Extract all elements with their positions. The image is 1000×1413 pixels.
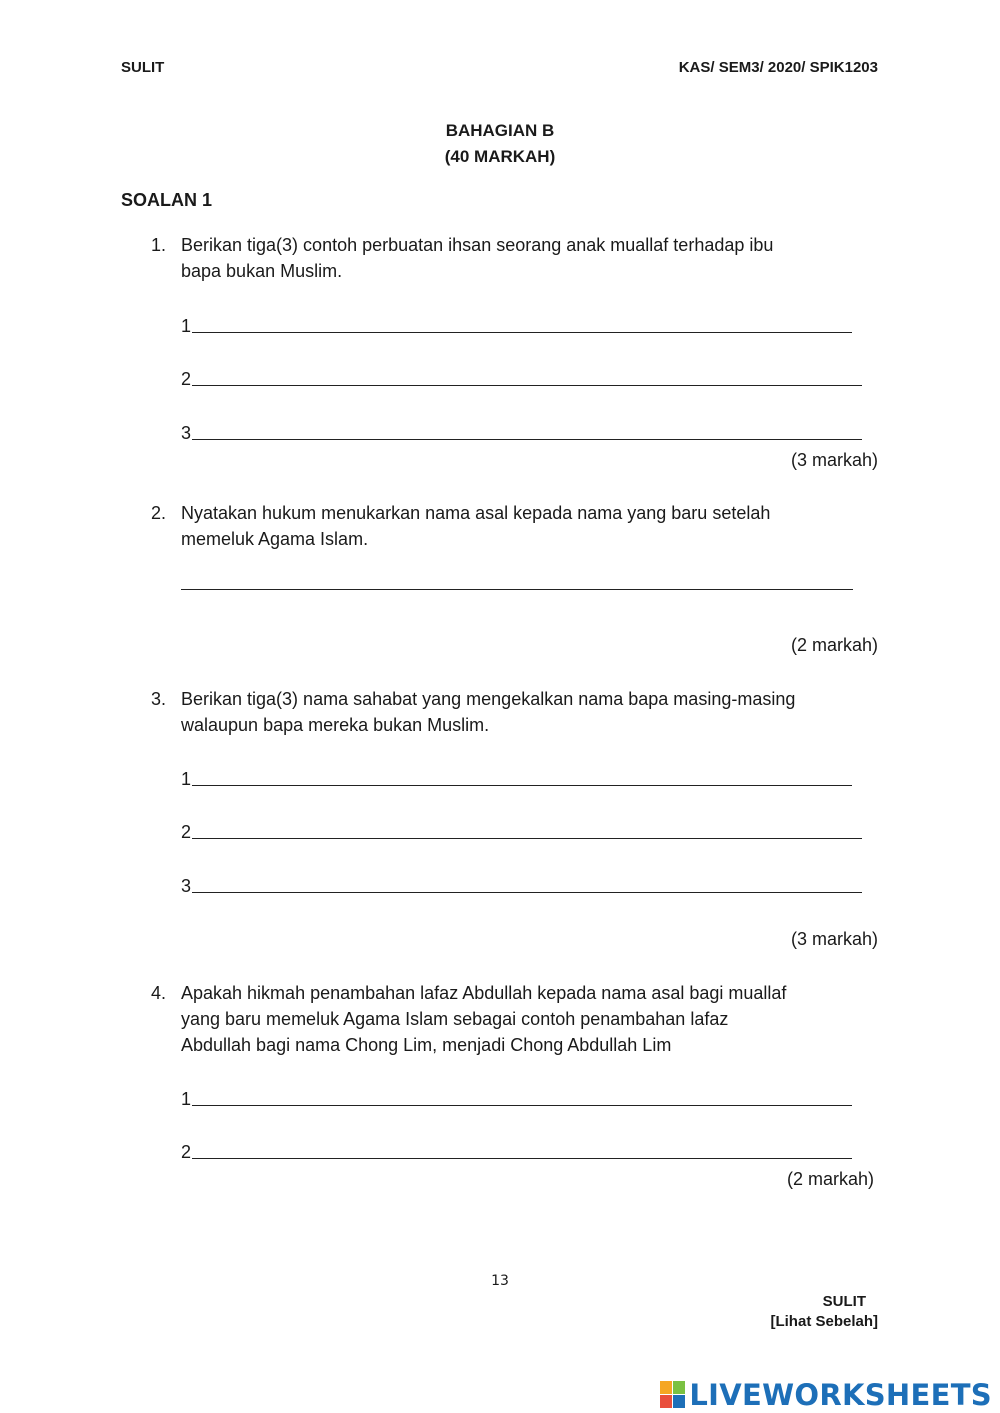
answer-number: 2 [181,369,192,389]
liveworksheets-logo-icon [660,1381,686,1409]
question-text-line: Nyatakan hukum menukarkan nama asal kepada nama yang baru setelah [181,503,771,523]
answer-line[interactable] [192,1104,852,1106]
marks-label: (3 markah) [790,450,878,470]
question-number: 2. [151,503,167,523]
answer-line[interactable] [192,438,862,440]
section-marks: (40 MARKAH) [444,147,556,166]
question-number: 3. [151,689,167,709]
answer-line[interactable] [192,1157,852,1159]
footer-sulit: SULIT [822,1293,866,1310]
page-number: 13 [491,1273,509,1289]
answer-number: 3 [181,876,192,896]
question-heading: SOALAN 1 [121,190,213,210]
header-sulit: SULIT [121,59,165,76]
question-text-line: walaupun bapa mereka bukan Muslim. [181,715,490,735]
marks-label: (2 markah) [790,635,878,655]
answer-line[interactable] [181,588,853,590]
question-text-line: Berikan tiga(3) contoh perbuatan ihsan seorang anak muallaf terhadap ibu [181,235,774,255]
answer-line[interactable] [192,331,852,333]
answer-field-1[interactable] [181,1089,852,1109]
answer-number: 1 [181,1089,192,1109]
answer-line[interactable] [192,784,852,786]
question-number: 1. [151,235,167,255]
question-text-line: Berikan tiga(3) nama sahabat yang mengekalkan nama bapa masing-masing [181,689,796,709]
answer-field-3[interactable] [181,423,862,443]
marks-label: (3 markah) [790,929,878,949]
document-code: KAS/ SEM3/ 2020/ SPIK1203 [678,59,878,76]
answer-field-2[interactable] [181,822,862,842]
question-text-line: memeluk Agama Islam. [181,529,369,549]
section-title: BAHAGIAN B [445,121,555,140]
question-number: 4. [151,983,167,1003]
question-text-line: Apakah hikmah penambahan lafaz Abdullah kepada nama asal bagi muallaf [181,983,787,1003]
question-text-line: yang baru memeluk Agama Islam sebagai contoh penambahan lafaz [181,1009,729,1029]
answer-number: 2 [181,1142,192,1162]
answer-field-2[interactable] [181,369,862,389]
answer-number: 1 [181,769,192,789]
answer-number: 2 [181,822,192,842]
brand-name: LIVEWORKSHEETS [689,1378,992,1412]
question-text-line: Abdullah bagi nama Chong Lim, menjadi Chong Abdullah Lim [181,1035,672,1055]
answer-line[interactable] [192,384,862,386]
answer-field-1[interactable] [181,316,852,336]
answer-field-1[interactable] [181,769,852,789]
liveworksheets-brand[interactable] [660,1378,992,1412]
answer-number: 1 [181,316,192,336]
answer-field-2[interactable] [181,1142,852,1162]
answer-line[interactable] [192,891,862,893]
question-text-line: bapa bukan Muslim. [181,261,343,281]
marks-label: (2 markah) [786,1169,874,1189]
answer-number: 3 [181,423,192,443]
next-page-note: [Lihat Sebelah] [770,1313,878,1330]
answer-field-3[interactable] [181,876,862,896]
answer-line[interactable] [192,837,862,839]
answer-field[interactable] [181,588,853,593]
